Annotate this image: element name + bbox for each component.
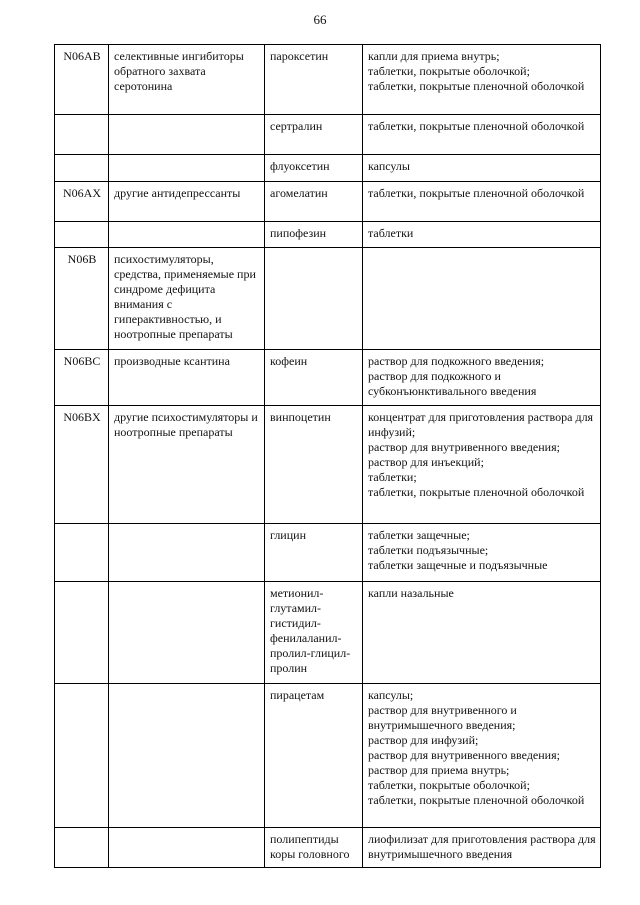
drug-table — [54, 44, 601, 868]
table-row — [55, 155, 601, 182]
group-name-cell: производные ксантина — [109, 350, 265, 406]
table-row — [55, 182, 601, 222]
dosage-forms-cell: капсулы; раствор для внутривенного и внутримышечного введения; раствор для инфузий; раствор для внутривенного введения; раствор для приема внутрь; таблетки, покрытые оболочкой; таблетки, покрытые пленочной оболочкой — [363, 684, 601, 828]
dosage-forms-cell: капли для приема внутрь; таблетки, покрытые оболочкой; таблетки, покрытые пленочной оболочкой — [363, 45, 601, 115]
drug-name-cell: глицин — [265, 524, 363, 582]
table-row — [55, 115, 601, 155]
group-name-cell: другие антидепрессанты — [109, 182, 265, 222]
drug-name-cell: агомелатин — [265, 182, 363, 222]
drug-name-cell: пароксетин — [265, 45, 363, 115]
atc-code-cell — [55, 155, 109, 182]
atc-code-cell — [55, 222, 109, 248]
dosage-forms-cell — [363, 248, 601, 350]
drug-name-cell: полипептиды коры головного — [265, 828, 363, 868]
dosage-forms-cell: таблетки, покрытые пленочной оболочкой — [363, 182, 601, 222]
drug-name-cell: метионил- глутамил- гистидил- фенилаланил- пролил-глицил- пролин — [265, 582, 363, 684]
page-number: 66 — [313, 12, 327, 27]
dosage-forms-cell: лиофилизат для приготовления раствора для внутримышечного введения — [363, 828, 601, 868]
table-row — [55, 828, 601, 868]
table-row — [55, 222, 601, 248]
group-name-cell — [109, 582, 265, 684]
group-name-cell — [109, 115, 265, 155]
atc-code-cell — [55, 524, 109, 582]
group-name-cell — [109, 222, 265, 248]
group-name-cell — [109, 684, 265, 828]
atc-code-cell — [55, 828, 109, 868]
drug-name-cell: флуоксетин — [265, 155, 363, 182]
group-name-cell — [109, 155, 265, 182]
table-row — [55, 524, 601, 582]
atc-code-cell: N06BX — [55, 406, 109, 524]
atc-code-cell: N06B — [55, 248, 109, 350]
table-row — [55, 582, 601, 684]
table-row — [55, 248, 601, 350]
atc-code-cell: N06AX — [55, 182, 109, 222]
drug-name-cell: пирацетам — [265, 684, 363, 828]
atc-code-cell — [55, 115, 109, 155]
atc-code-cell: N06BC — [55, 350, 109, 406]
drug-name-cell: винпоцетин — [265, 406, 363, 524]
dosage-forms-cell: концентрат для приготовления раствора для инфузий; раствор для внутривенного введения; раствор для инъекций; таблетки; таблетки, покрытые пленочной оболочкой — [363, 406, 601, 524]
group-name-cell: другие психостимуляторы и ноотропные препараты — [109, 406, 265, 524]
table-row — [55, 684, 601, 828]
atc-code-cell — [55, 684, 109, 828]
atc-code-cell: N06AB — [55, 45, 109, 115]
group-name-cell: селективные ингибиторы обратного захвата серотонина — [109, 45, 265, 115]
dosage-forms-cell: таблетки защечные; таблетки подъязычные; таблетки защечные и подъязычные — [363, 524, 601, 582]
drug-name-cell — [265, 248, 363, 350]
group-name-cell — [109, 524, 265, 582]
atc-code-cell — [55, 582, 109, 684]
table-row — [55, 406, 601, 524]
group-name-cell — [109, 828, 265, 868]
dosage-forms-cell: капсулы — [363, 155, 601, 182]
table-row — [55, 45, 601, 115]
dosage-forms-cell: таблетки, покрытые пленочной оболочкой — [363, 115, 601, 155]
dosage-forms-cell: раствор для подкожного введения; раствор для подкожного и субконъюнктивального введения — [363, 350, 601, 406]
drug-name-cell: сертралин — [265, 115, 363, 155]
table-row — [55, 350, 601, 406]
drug-name-cell: пипофезин — [265, 222, 363, 248]
drug-name-cell: кофеин — [265, 350, 363, 406]
dosage-forms-cell: капли назальные — [363, 582, 601, 684]
dosage-forms-cell: таблетки — [363, 222, 601, 248]
group-name-cell: психостимуляторы, средства, применяемые при синдроме дефицита внимания с гиперактивностью, и ноотропные препараты — [109, 248, 265, 350]
